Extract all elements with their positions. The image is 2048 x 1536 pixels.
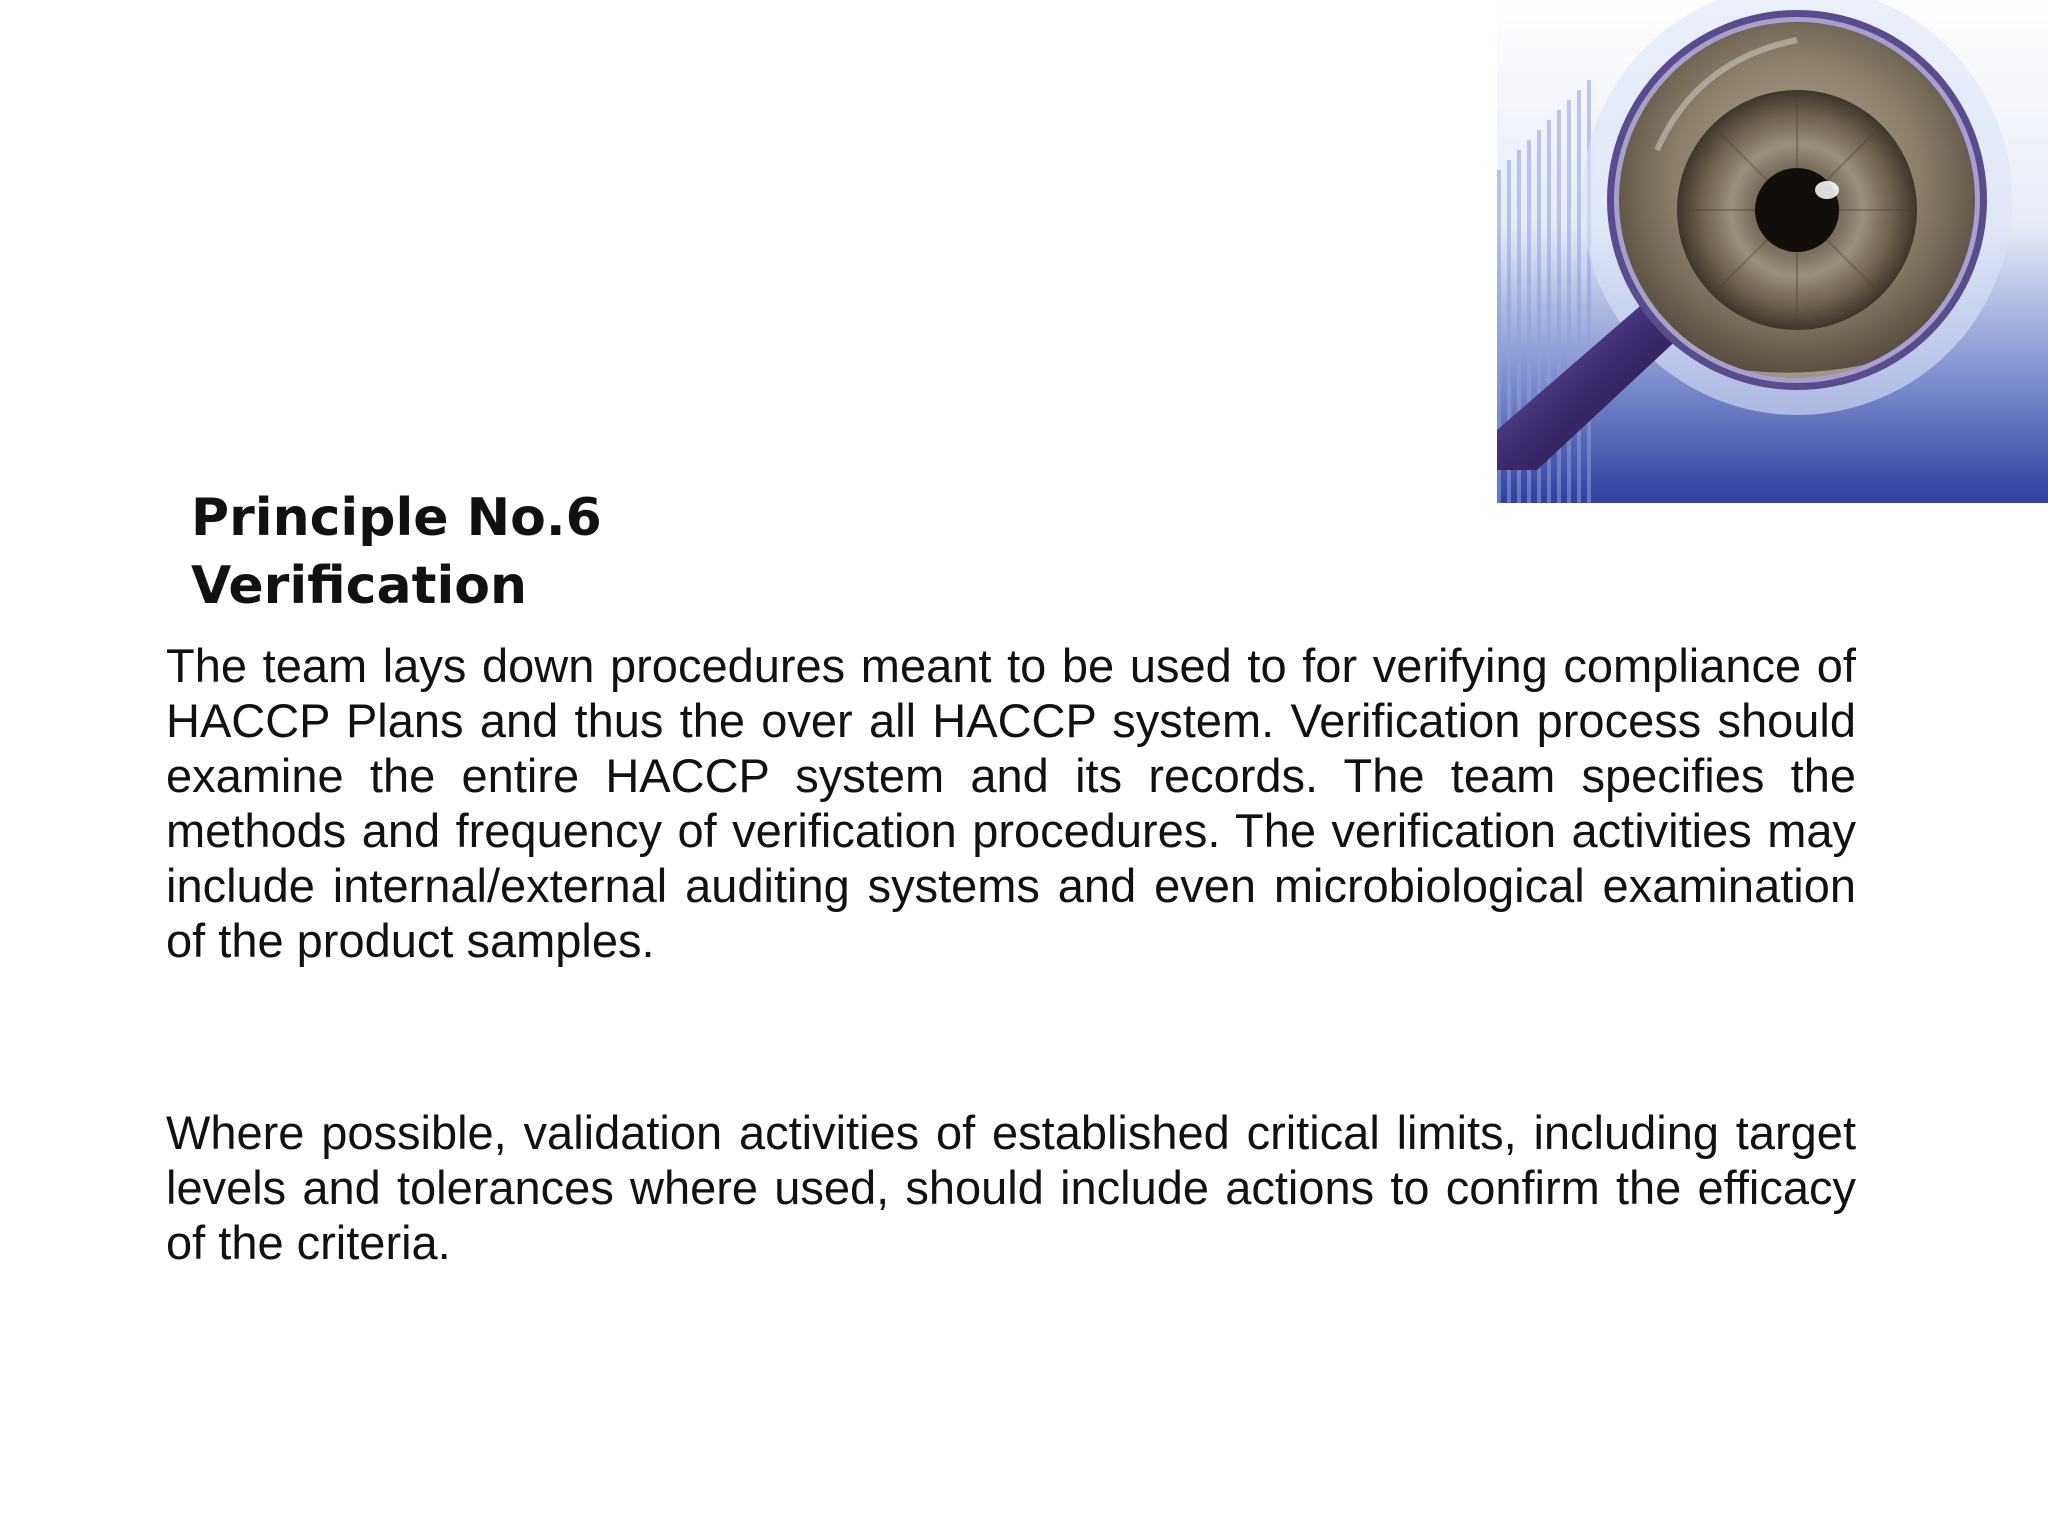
principle-number: Principle No.6 (191, 488, 602, 548)
magnifying-glass-eye-icon (1497, 0, 2048, 503)
validation-paragraph: Where possible, validation activities of established critical limits, including target levels and tolerances where used, should include actions to confirm the efficacy of the criteria. (166, 1106, 1856, 1269)
verification-paragraph: The team lays down procedures meant to be used to for verifying compliance of HACCP Plans and thus the over all HACCP system. Verification process should examine the entire HACCP system and its records. The team specifies the methods and frequency of verification procedures. The verification activities may include internal/external auditing systems and even microbiological examination of the product samples. (166, 639, 1856, 967)
slide-title (191, 484, 602, 620)
principle-name: Verification (191, 556, 528, 616)
